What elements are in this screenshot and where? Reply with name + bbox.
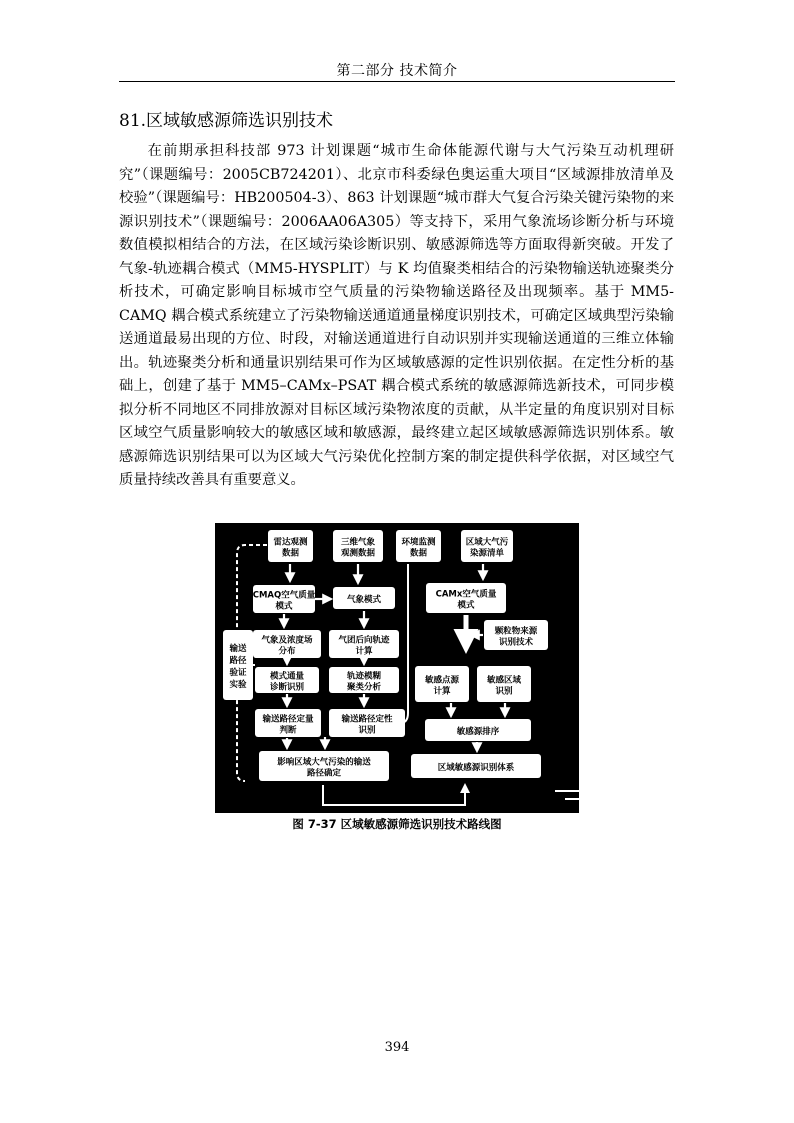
flow-box-label: 输送 bbox=[229, 644, 247, 654]
flow-box-label: 区域大气污 bbox=[465, 537, 509, 548]
flow-box-label: 输送路径定量 bbox=[262, 714, 314, 725]
flow-box-metfield bbox=[253, 630, 321, 658]
flow-box-label: 颗粒物来源 bbox=[494, 626, 538, 637]
flow-box-label: 模式 bbox=[457, 600, 475, 611]
body-paragraph: 在前期承担科技部 973 计划课题“城市生命体能源代谢与大气污染互动机理研究”（课题编号：2005CB724201）、北京市科委绿色奥运重大项目“区域源排放清单及校验”（课题编号：HB200504-3）、863 计划课题“城市群大气复合污染关键污染物的来源识别技术”（课题编号：2006AA06A305）等支持下，采用气象流场诊断分析与环境数值模拟相结合的方法，在区域污染诊断识别、敏感源筛选等方面取得新突破。开发了气象-轨迹耦合模式（MM5-HYSPLIT）与 K 均值聚类相结合的污染物输送轨迹聚类分析技术，可确定影响目标城市空气质量的污染物输送路径及出现频率。基于 MM5-CAMQ 耦合模式系统建立了污染物输送通道通量梯度识别技术，可确定区域典型污染输送通道最易出现的方位、时段，对输送通道进行自动识别并实现输送通道的三维立体输出。轨迹聚类分析和通量识别结果可作为区域敏感源的定性识别依据。在定性分析的基础上，创建了基于 MM5–CAMx–PSAT 耦合模式系统的敏感源筛选新技术，可同步模拟分析不同地区不同排放源对目标区域污染物浓度的贡献，从半定量的角度识别对目标区域空气质量影响较大的敏感区域和敏感源，最终建立起区域敏感源筛选识别体系。敏感源筛选识别结果可以为区域大气污染优化控制方案的制定提供科学依据，对区域空气质量持续改善具有重要意义。 bbox=[119, 143, 674, 488]
flow-box-label: 模式通量 bbox=[269, 671, 305, 682]
flow-box-sensitive-area bbox=[477, 666, 531, 702]
flow-box-label: 实验 bbox=[229, 680, 247, 690]
flow-box-label: 判断 bbox=[279, 725, 297, 736]
flow-box-route bbox=[259, 751, 389, 781]
flow-box-label: 路径 bbox=[229, 656, 247, 666]
flow-box-label: 聚类分析 bbox=[346, 682, 382, 693]
flow-box-label: 识别 bbox=[358, 725, 376, 736]
running-header: 第二部分 技术简介 bbox=[336, 63, 458, 79]
flow-box-fluxdiag bbox=[255, 667, 319, 693]
flow-box-label: 影响区域大气污染的输送 bbox=[277, 757, 371, 768]
flow-box-label: 轨迹模糊 bbox=[346, 671, 382, 682]
flow-box-envmon bbox=[396, 530, 441, 562]
flow-box-label: 识别 bbox=[495, 686, 513, 697]
flow-box-quant bbox=[255, 709, 321, 737]
flow-box-label: 气团后向轨迹 bbox=[338, 635, 390, 646]
flow-box-validation bbox=[223, 630, 253, 700]
flow-box-qual bbox=[329, 709, 405, 737]
flow-box-label: 三维气象 bbox=[340, 537, 376, 548]
flow-box-camx bbox=[426, 583, 506, 613]
flow-box-radar bbox=[268, 530, 313, 562]
flow-box-label: CMAQ空气质量 bbox=[252, 590, 316, 601]
flow-box-system bbox=[411, 754, 541, 778]
flow-box-inventory bbox=[461, 530, 513, 562]
flow-box-label: 数据 bbox=[281, 548, 300, 559]
flow-box-label: CAMx空气质量 bbox=[435, 589, 497, 600]
flow-box-label: 输送路径定性 bbox=[341, 714, 393, 725]
flow-box-label: 路径确定 bbox=[306, 768, 342, 779]
flow-box-fuzzy bbox=[329, 667, 399, 693]
header-rule bbox=[119, 81, 675, 82]
page-number: 394 bbox=[384, 1040, 410, 1055]
flow-box-label: 区域敏感源识别体系 bbox=[437, 763, 515, 773]
flow-box-metmodel bbox=[333, 587, 395, 609]
flow-box-label: 验证 bbox=[229, 668, 247, 678]
flow-box-label: 数据 bbox=[409, 548, 428, 559]
flow-box-label: 气象及浓度场 bbox=[261, 635, 313, 646]
flowchart-figure bbox=[215, 523, 579, 813]
flow-box-label: 雷达观测 bbox=[273, 537, 308, 548]
flow-box-label: 计算 bbox=[355, 646, 373, 657]
flow-box-label: 气象模式 bbox=[346, 595, 382, 605]
flow-box-label: 计算 bbox=[433, 686, 451, 697]
flow-box-cmaq bbox=[253, 585, 316, 613]
flow-box-ranking bbox=[425, 719, 531, 741]
flow-box-label: 诊断识别 bbox=[269, 682, 305, 693]
flow-box-label: 分布 bbox=[278, 646, 296, 657]
section-title: 81.区域敏感源筛选识别技术 bbox=[119, 111, 334, 131]
flow-box-label: 敏感点源 bbox=[424, 675, 460, 686]
flow-box-label: 环境监测 bbox=[401, 537, 436, 548]
flow-box-label: 敏感区域 bbox=[486, 675, 522, 686]
flow-box-label: 模式 bbox=[275, 601, 293, 612]
flow-box-label: 敏感源排序 bbox=[456, 727, 500, 737]
flow-box-label: 观测数据 bbox=[340, 548, 376, 559]
flow-box-label: 染源清单 bbox=[469, 548, 505, 559]
flow-box-label: 识别技术 bbox=[498, 637, 534, 648]
flow-box-sensitive-pt bbox=[415, 666, 469, 702]
flow-box-met3d bbox=[333, 530, 383, 562]
flow-box-particle bbox=[484, 620, 548, 650]
figure-caption: 图 7-37 区域敏感源筛选识别技术路线图 bbox=[292, 817, 502, 831]
flow-box-backtraj bbox=[329, 630, 399, 658]
